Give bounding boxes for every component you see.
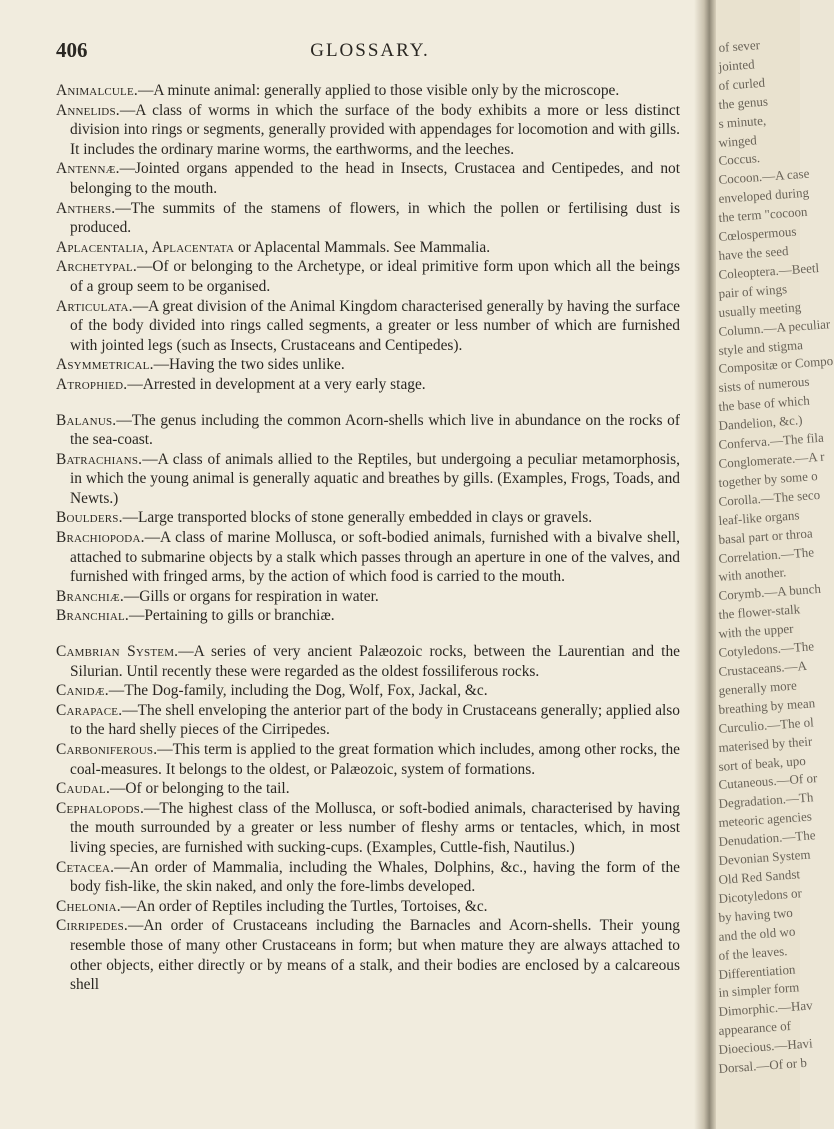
- facing-page-line: Cutaneous.—Of or: [718, 770, 818, 793]
- entry-definition: —Jointed organs appended to the head in Insects, Crustacea and Centipedes, and not belonging to the mouth.: [70, 160, 680, 197]
- entry-term: Cirripedes.: [56, 917, 128, 935]
- facing-page-line: of sever: [718, 37, 761, 55]
- entry-term: Caudal.: [56, 780, 111, 798]
- facing-page-line: the term "cocoon: [718, 203, 808, 226]
- glossary-entry: [56, 508, 680, 528]
- book-gutter: [694, 0, 716, 1129]
- facing-page-line: Cotyledons.—The: [718, 638, 815, 661]
- facing-page-line: generally more: [718, 677, 798, 698]
- entry-term: Brachiopoda.: [56, 529, 145, 547]
- glossary-entry: [56, 101, 680, 160]
- entry-definition: —A series of very ancient Palæozoic rocks, between the Laurentian and the Silurian. Until recently these were regarded as the oldest fossiliferous rocks.: [70, 643, 680, 680]
- facing-page-line: materised by their: [718, 733, 813, 755]
- entry-term: Annelids.: [56, 101, 120, 119]
- glossary-entry: [56, 740, 680, 779]
- facing-page-line: with another.: [718, 564, 787, 585]
- glossary-entry: [56, 779, 680, 799]
- entry-term: Animalcule.: [56, 82, 138, 99]
- facing-page-line: Dorsal.—Of or b: [718, 1054, 808, 1077]
- facing-page-line: sists of numerous: [718, 374, 810, 396]
- facing-page-line: the base of which: [718, 392, 811, 415]
- facing-page-line: Old Red Sandst: [718, 866, 801, 887]
- facing-page-line: Corolla.—The seco: [718, 486, 821, 509]
- facing-page-line: breathing by mean: [718, 695, 816, 717]
- facing-page-line: Dandelion, &c.): [718, 412, 803, 434]
- glossary-entry: [56, 450, 680, 509]
- glossary-entry: [56, 411, 680, 450]
- facing-page-line: Correlation.—The: [718, 543, 815, 566]
- entry-definition: —This term is applied to the great formation which includes, among other rocks, the coal-measures. It belongs to the oldest, or Palæozoic, system of formations.: [70, 741, 680, 778]
- facing-page-line: leaf-like organs: [718, 507, 800, 528]
- facing-page-edge: [716, 0, 834, 1129]
- facing-page-line: have the seed: [718, 243, 789, 263]
- entry-definition: —Of or belonging to the Archetype, or ideal primitive form upon which all the beings of a group seem to be organised.: [70, 258, 680, 295]
- entry-definition: —The Dog-family, including the Dog, Wolf, Fox, Jackal, &c.: [108, 682, 488, 700]
- facing-page-line: Curculio.—The ol: [718, 714, 815, 736]
- glossary-entry: [56, 606, 680, 626]
- entry-term: Balanus.: [56, 411, 117, 429]
- facing-page-line: together by some o: [718, 467, 819, 490]
- entry-term: Branchial.: [56, 607, 129, 625]
- entry-term: Archetypal.: [56, 258, 137, 276]
- facing-page-line: the genus: [718, 93, 769, 112]
- glossary-entry: [56, 681, 680, 701]
- glossary-entry: [56, 858, 680, 897]
- glossary-entry: [56, 701, 680, 740]
- facing-page-line: meteoric agencies: [718, 808, 813, 831]
- entry-term: Articulata.: [56, 297, 133, 315]
- entry-definition: —Having the two sides unlike.: [153, 356, 345, 374]
- glossary-entry: [56, 159, 680, 198]
- entry-term: Aplacentalia, Aplacentata: [56, 238, 235, 256]
- facing-page-line: Coleoptera.—Beetl: [718, 259, 820, 282]
- facing-page-line: Column.—A peculiar: [718, 315, 831, 339]
- page-number: 406: [56, 38, 88, 62]
- facing-page-line: basal part or throa: [718, 525, 814, 547]
- glossary-entry: [56, 897, 680, 917]
- entry-definition: —An order of Crustaceans including the Barnacles and Acorn-shells. Their young resemble those of many other Crustaceans in form; but when mature they are always attached to other objects, either directly or by means of a stalk, and their bodies are enclosed by a calcareous shell: [70, 917, 680, 994]
- facing-page-line: Dicotyledons or: [718, 885, 803, 906]
- glossary-entry: [56, 81, 680, 101]
- page-header: [56, 38, 684, 64]
- glossary-entry: [56, 257, 680, 296]
- entry-definition: or Aplacental Mammals. See Mammalia.: [234, 238, 491, 256]
- facing-page-line: winged: [718, 131, 758, 150]
- facing-page-line: sort of beak, upo: [718, 752, 807, 774]
- glossary-entry: [56, 297, 680, 356]
- facing-page-line: Coccus.: [718, 150, 761, 169]
- facing-page-line: Dimorphic.—Hav: [718, 997, 814, 1020]
- facing-page-line: Dioecious.—Havi: [718, 1035, 814, 1058]
- facing-page-line: of curled: [718, 74, 766, 93]
- facing-page-line: by having two: [718, 904, 794, 925]
- facing-page-line: Degradation.—Th: [718, 789, 814, 812]
- glossary-entry: [56, 642, 680, 681]
- glossary-entry: [56, 355, 680, 375]
- entry-definition: —Pertaining to gills or branchiæ.: [128, 607, 335, 625]
- entry-definition: —The summits of the stamens of flowers, in which the pollen or fertilising dust is produced.: [70, 199, 680, 237]
- facing-page-line: style and stigma: [718, 336, 804, 358]
- glossary-entries: [56, 81, 680, 995]
- entry-term: Antennæ.: [56, 160, 120, 178]
- facing-page-line: jointed: [718, 56, 756, 74]
- entry-term: Branchiæ.: [56, 587, 124, 605]
- facing-page-line: Corymb.—A bunch: [718, 581, 822, 604]
- entry-term: Atrophied.: [56, 375, 128, 393]
- facing-page-line: of the leaves.: [718, 942, 788, 963]
- entry-term: Batrachians.: [56, 450, 143, 468]
- facing-page-line: Crustaceans.—A: [718, 657, 808, 679]
- facing-page-line: s minute,: [718, 112, 767, 131]
- entry-term: Carboniferous.: [56, 741, 158, 758]
- entry-definition: —Large transported blocks of stone generally embedded in clays or gravels.: [122, 509, 593, 527]
- glossary-entry: [56, 238, 680, 258]
- running-head: GLOSSARY.: [310, 40, 430, 61]
- facing-page-line: Cœlospermous: [718, 223, 797, 245]
- facing-page-line: Conferva.—The fila: [718, 429, 825, 453]
- entry-term: Cephalopods.: [56, 799, 145, 817]
- facing-page-line: Differentiation: [718, 961, 796, 982]
- entry-term: Cetacea.: [56, 858, 115, 876]
- glossary-entry: [56, 199, 680, 238]
- entry-term: Canidæ.: [56, 682, 109, 700]
- entry-definition: —A minute animal: generally applied to those visible only by the microscope.: [137, 82, 620, 99]
- entry-term: Boulders.: [56, 509, 123, 527]
- entry-definition: —An order of Mammalia, including the Whales, Dolphins, &c., having the form of the body fish-like, the skin naked, and only the fore-limbs developed.: [70, 858, 680, 896]
- entry-definition: —Gills or organs for respiration in water.: [123, 587, 379, 605]
- facing-page-line: Conglomerate.—A r: [718, 448, 825, 471]
- facing-page-line: enveloped during: [718, 184, 810, 207]
- glossary-entry: [56, 916, 680, 994]
- entry-term: Asymmetrical.: [56, 356, 154, 374]
- entry-term: Carapace.: [56, 701, 123, 719]
- entry-definition: —The shell enveloping the anterior part of the body in Crustaceans generally; applied also to the hard shelly pieces of the Cirripedes.: [70, 701, 680, 739]
- entry-definition: —Arrested in development at a very early stage.: [127, 375, 426, 393]
- facing-page-line: in simpler form: [718, 979, 800, 1001]
- entry-definition: —A class of marine Mollusca, or soft-bodied animals, furnished with a bivalve shell, attached to submarine objects by a stalk which passes through an aperture in one of the valves, and furnished with fringed arms, by the action of which food is carried to the mouth.: [70, 529, 680, 586]
- facing-page-line: the flower-stalk: [718, 601, 801, 623]
- facing-page-line: Cocoon.—A case: [718, 166, 810, 188]
- facing-page-line: and the old wo: [718, 923, 796, 944]
- entry-term: Cambrian System.: [56, 643, 179, 661]
- facing-page-line: Devonian System: [718, 846, 811, 869]
- entry-definition: —An order of Reptiles including the Turtles, Tortoises, &c.: [120, 897, 488, 915]
- entry-term: Anthers.: [56, 199, 116, 217]
- entry-definition: —A class of worms in which the surface of the body exhibits a more or less distinct division into rings or segments, generally provided with appendages for locomotion and with gills. It includes the ordinary marine worms, the earthworms, and the leeches.: [70, 101, 680, 158]
- glossary-entry: [56, 587, 680, 607]
- entry-definition: —Of or belonging to the tail.: [110, 780, 290, 798]
- glossary-entry: [56, 799, 680, 858]
- facing-page-line: pair of wings: [718, 281, 788, 301]
- glossary-entry: [56, 528, 680, 587]
- facing-page-line: with the upper: [718, 620, 794, 642]
- entry-definition: —A class of animals allied to the Reptiles, but undergoing a peculiar metamorphosis, in which the young animal is generally aquatic and breathes by gills. (Examples, Frogs, Toads, and Newts.): [70, 450, 680, 507]
- facing-page-line: usually meeting: [718, 298, 802, 320]
- glossary-entry: [56, 375, 680, 395]
- entry-definition: —The genus including the common Acorn-shells which live in abundance on the rocks of the sea-coast.: [70, 411, 680, 449]
- facing-page-line: appearance of: [718, 1018, 792, 1039]
- entry-term: Chelonia.: [56, 897, 121, 915]
- entry-definition: —A great division of the Animal Kingdom characterised generally by having the surface of the body divided into rings called segments, a greater or less number of which are furnished with jointed legs (such as Insects, Crustaceans and Centipedes).: [70, 297, 680, 354]
- entry-definition: —The highest class of the Mollusca, or soft-bodied animals, characterised by having the mouth surrounded by a greater or less number of fleshy arms or tentacles, which, in most living species, are furnished with sucking-cups. (Examples, Cuttle-fish, Nautilus.): [70, 799, 680, 856]
- facing-page-line: Compositæ or Compo: [718, 353, 834, 377]
- facing-page-line: Denudation.—The: [718, 827, 816, 850]
